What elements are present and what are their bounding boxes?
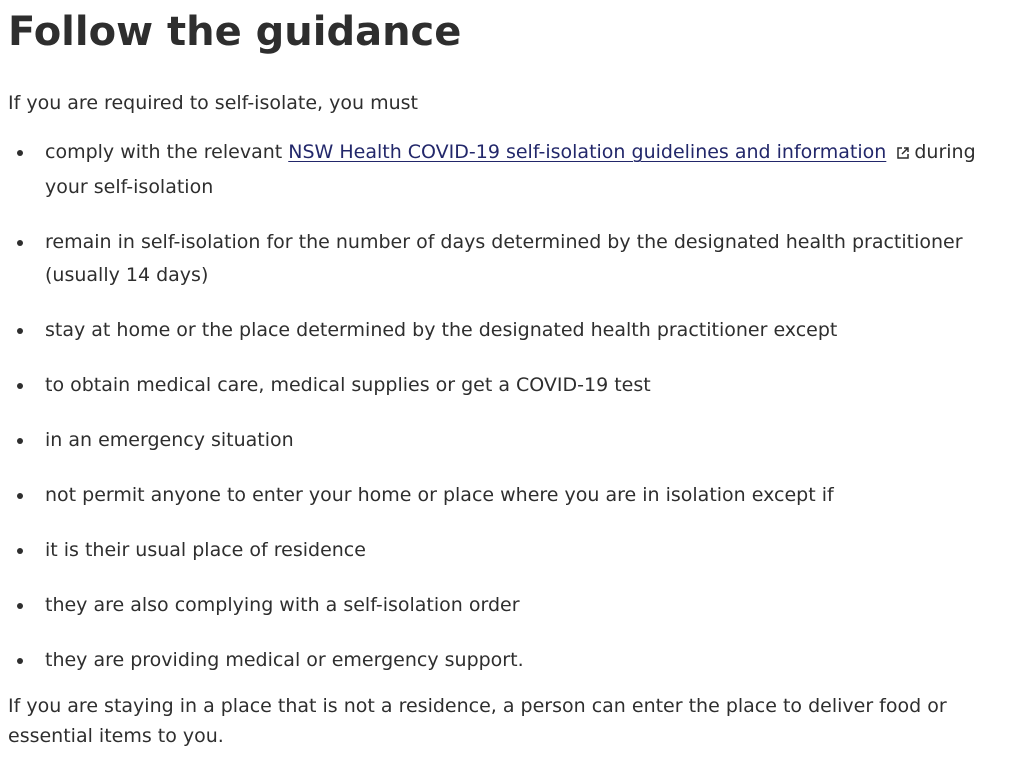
- list-item-text: remain in self-isolation for the number of days determined by the designated health practitioner (usually 14 days): [45, 231, 963, 286]
- list-item-text: they are providing medical or emergency support.: [45, 649, 524, 671]
- guidance-list: [8, 136, 1020, 677]
- list-item-text: not permit anyone to enter your home or place where you are in isolation except if: [45, 484, 834, 506]
- bullet-dot: [17, 438, 23, 444]
- list-item: [8, 424, 1020, 457]
- bullet-dot: [17, 548, 23, 554]
- bullet-dot: [17, 240, 23, 246]
- list-item-text: during your self-isolation: [45, 141, 976, 198]
- nsw-health-guidelines-link[interactable]: NSW Health COVID-19 self-isolation guidelines and information: [288, 141, 887, 163]
- list-item-text: comply with the relevant: [45, 141, 289, 163]
- list-item: [8, 644, 1020, 677]
- list-item-text: they are also complying with a self-isolation order: [45, 594, 520, 616]
- list-item-text: in an emergency situation: [45, 429, 294, 451]
- list-item-text: to obtain medical care, medical supplies or get a COVID-19 test: [45, 374, 651, 396]
- list-item-text: stay at home or the place determined by the designated health practitioner except: [45, 319, 838, 341]
- outro-text: If you are staying in a place that is not a residence, a person can enter the place to deliver food or essential items to you.: [8, 695, 947, 747]
- list-item: [8, 534, 1020, 567]
- list-item: [8, 226, 1020, 292]
- bullet-dot: [17, 383, 23, 389]
- list-item-text: it is their usual place of residence: [45, 539, 366, 561]
- list-item: [8, 136, 1020, 204]
- list-item: [8, 369, 1020, 402]
- bullet-dot: [17, 658, 23, 664]
- list-item: [8, 314, 1020, 347]
- intro-text: If you are required to self-isolate, you must: [8, 92, 418, 114]
- main-content: [8, 0, 1020, 751]
- external-link-icon: [896, 138, 910, 171]
- bullet-dot: [17, 603, 23, 609]
- bullet-dot: [17, 150, 23, 156]
- list-item: [8, 589, 1020, 622]
- bullet-dot: [17, 493, 23, 499]
- bullet-dot: [17, 328, 23, 334]
- page-title: Follow the guidance: [8, 9, 462, 55]
- list-item: [8, 479, 1020, 512]
